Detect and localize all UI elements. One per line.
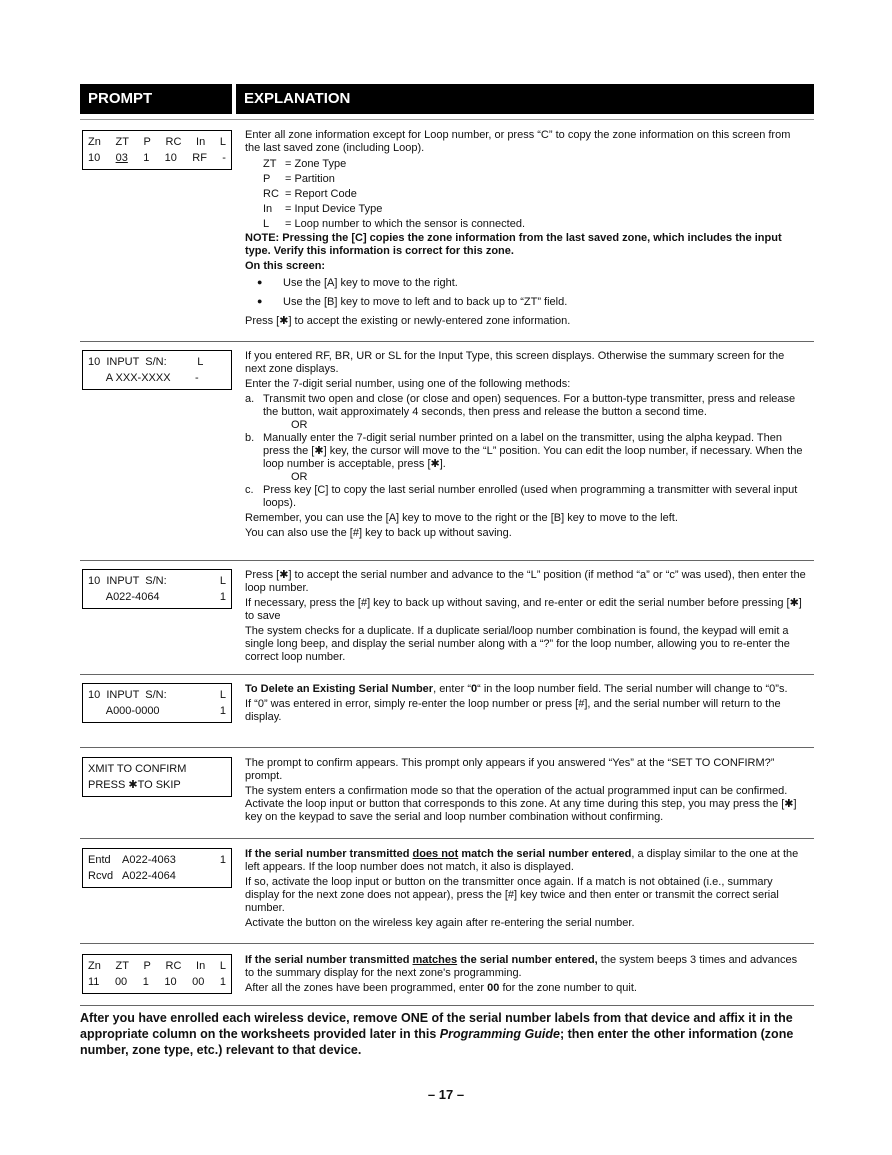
table-row [80,120,814,342]
display-line-1: Entd A022-4063 1 [88,854,226,866]
display-line-2: 11 00 1 10 00 1 [88,976,226,988]
table-row [80,342,814,561]
table-row [80,944,814,1006]
keypad-display [82,757,232,797]
display-line-1: 10 INPUT S/N: L [88,356,204,368]
table-row [80,561,814,675]
explanation-text: To Delete an Existing Serial Number, enter “0“ in the loop number field. The serial number will change to “0”s. If “0” was entered in error, simply re-enter the loop number or press [#], and the serial number will return to the display. [245,683,788,723]
explanation-column-header: EXPLANATION [236,84,814,114]
keypad-display [82,350,232,390]
display-line-1: Zn ZT P RC In L [88,960,226,972]
bullet-list [245,277,807,309]
display-line-1: XMIT TO CONFIRM [88,763,187,775]
display-line-2: 10 03 1 10 RF - [88,152,226,164]
list-item: ● Use the [A] key to move to the right. [245,277,807,290]
keypad-display [82,848,232,888]
prompt-column-header: PROMPT [80,84,232,114]
explanation-text: The prompt to confirm appears. This prompt only appears if you answered “Yes” at the “SET TO CONFIRM?” prompt. The system enters a confirmation mode so that the operation of the actual programmed input can be confirmed. Activate the loop input or button that corresponds to this zone. At any time during this step, you may press the [✱] key on the keypad to save the serial and loop number combination without confirming. [245,757,797,823]
display-line-1: Zn ZT P RC In L [88,136,226,148]
explanation-text: Enter all zone information except for Loop number, or press “C” to copy the zone information on this screen from the last saved zone (including Loop). ZT = Zone Type P = Partition RC = Report Code In = Input Device Type L = Loop number to which the sensor is connected. NOTE: Pressing the [C] copies the zone information from the last saved zone, which includes the input type. Verify this information is correct for this zone. On this screen: ● Use the [A] key to move to the right. ● Use the [B] key to move to left and to back up to “ZT” field. Press [✱] to accept the existing or newly-entered zone information. [245,129,807,330]
field-definitions: ZT = Zone Type P = Partition RC = Report Code In = Input Device Type L = Loop number to which the sensor is connected. [263,158,526,230]
display-line-1: 10 INPUT S/N: L [88,575,226,587]
list-item: ● Use the [B] key to move to left and to back up to “ZT” field. [245,296,807,309]
display-line-2: A XXX-XXXX - [88,372,199,384]
display-line-2: Rcvd A022-4064 [88,870,176,882]
display-line-2: PRESS ✱TO SKIP [88,779,181,791]
table-row [80,839,814,944]
table-row [80,748,814,839]
page-number: – 17 – [427,1087,465,1102]
footer-instruction: After you have enrolled each wireless device, remove ONE of the serial number labels from that device and affix it in the appropriate column on the worksheets provided later in this Programming Guide; then enter the other information (zone number, zone type, etc.) relevant to that device. [80,1011,794,1057]
keypad-display [82,569,232,609]
list-item: c. Press key [C] to copy the last serial number enrolled (used when programming a transmitter with several input loops). [245,484,798,509]
keypad-display [82,130,232,170]
list-item: b. Manually enter the 7-digit serial number printed on a label on the transmitter, using the alpha keypad. Then press the [✱] key, the cursor will move to the “L” position. You can edit the loop number, if necessary. When the loop number is acceptable, press [✱]. [245,432,803,470]
display-line-2: A022-4064 1 [88,591,226,603]
row-divider [80,1005,814,1006]
explanation-text: If the serial number transmitted does not match the serial number entered, a display similar to the one at the left appears. If the loop number does not match, it also is displayed. If so, activate the loop input or button on the transmitter once again. If a match is not obtained (i.e., summary display for the next zone does not appear), press the [#] key twice and then enter or transmit the correct serial number. Activate the button on the wireless key again after re-entering the serial number. [245,848,799,929]
table-row [80,675,814,748]
explanation-text: If you entered RF, BR, UR or SL for the Input Type, this screen displays. Otherwise the summary screen for the next zone displays. Enter the 7-digit serial number, using one of the following methods: a. Transmit two open and close (or close and open) sequences. For a button-type transmitter, press and release the button, wait approximately 4 seconds, then press and release the button a second time. OR b. Manually enter the 7-digit serial number printed on a label on the transmitter, using the alpha keypad. Then press the [✱] key, the cursor will move to the “L” position. You can edit the loop number, if necessary. When the loop number is acceptable, press [✱]. OR c. Press key [C] to copy the last serial number enrolled (used when programming a transmitter with several input loops). Remember, you can use the [A] key to move to the right or the [B] key to move to the left. You can also use the [#] key to back up without saving. [245,350,807,542]
display-line-1: 10 INPUT S/N: L [88,689,226,701]
list-item: a. Transmit two open and close (or close and open) sequences. For a button-type transmitter, press and release the button, wait approximately 4 seconds, then press and release the button a second time. [245,393,796,418]
explanation-text: Press [✱] to accept the serial number and advance to the “L” position (if method “a” or “c” was used), then enter the loop number. If necessary, press the [#] key to back up without saving, and re-enter or edit the serial number before pressing [✱] to save The system checks for a duplicate. If a duplicate serial/loop number combination is found, the keypad will emit a single long beep, and display the serial number along with a “?” for the loop number, allowing you to re-enter the correct loop number. [245,569,806,663]
keypad-display [82,954,232,994]
explanation-text: If the serial number transmitted matches the serial number entered, the system beeps 3 times and advances to the summary display for the next zone's programming. After all the zones have been programmed, enter 00 for the zone number to quit. [245,954,798,994]
table-header [80,84,814,114]
note: NOTE: Pressing the [C] copies the zone information from the last saved zone, which includes the input type. Verify this information is correct for this zone. [245,232,782,257]
keypad-display [82,683,232,723]
display-line-2: A000-0000 1 [88,705,226,717]
